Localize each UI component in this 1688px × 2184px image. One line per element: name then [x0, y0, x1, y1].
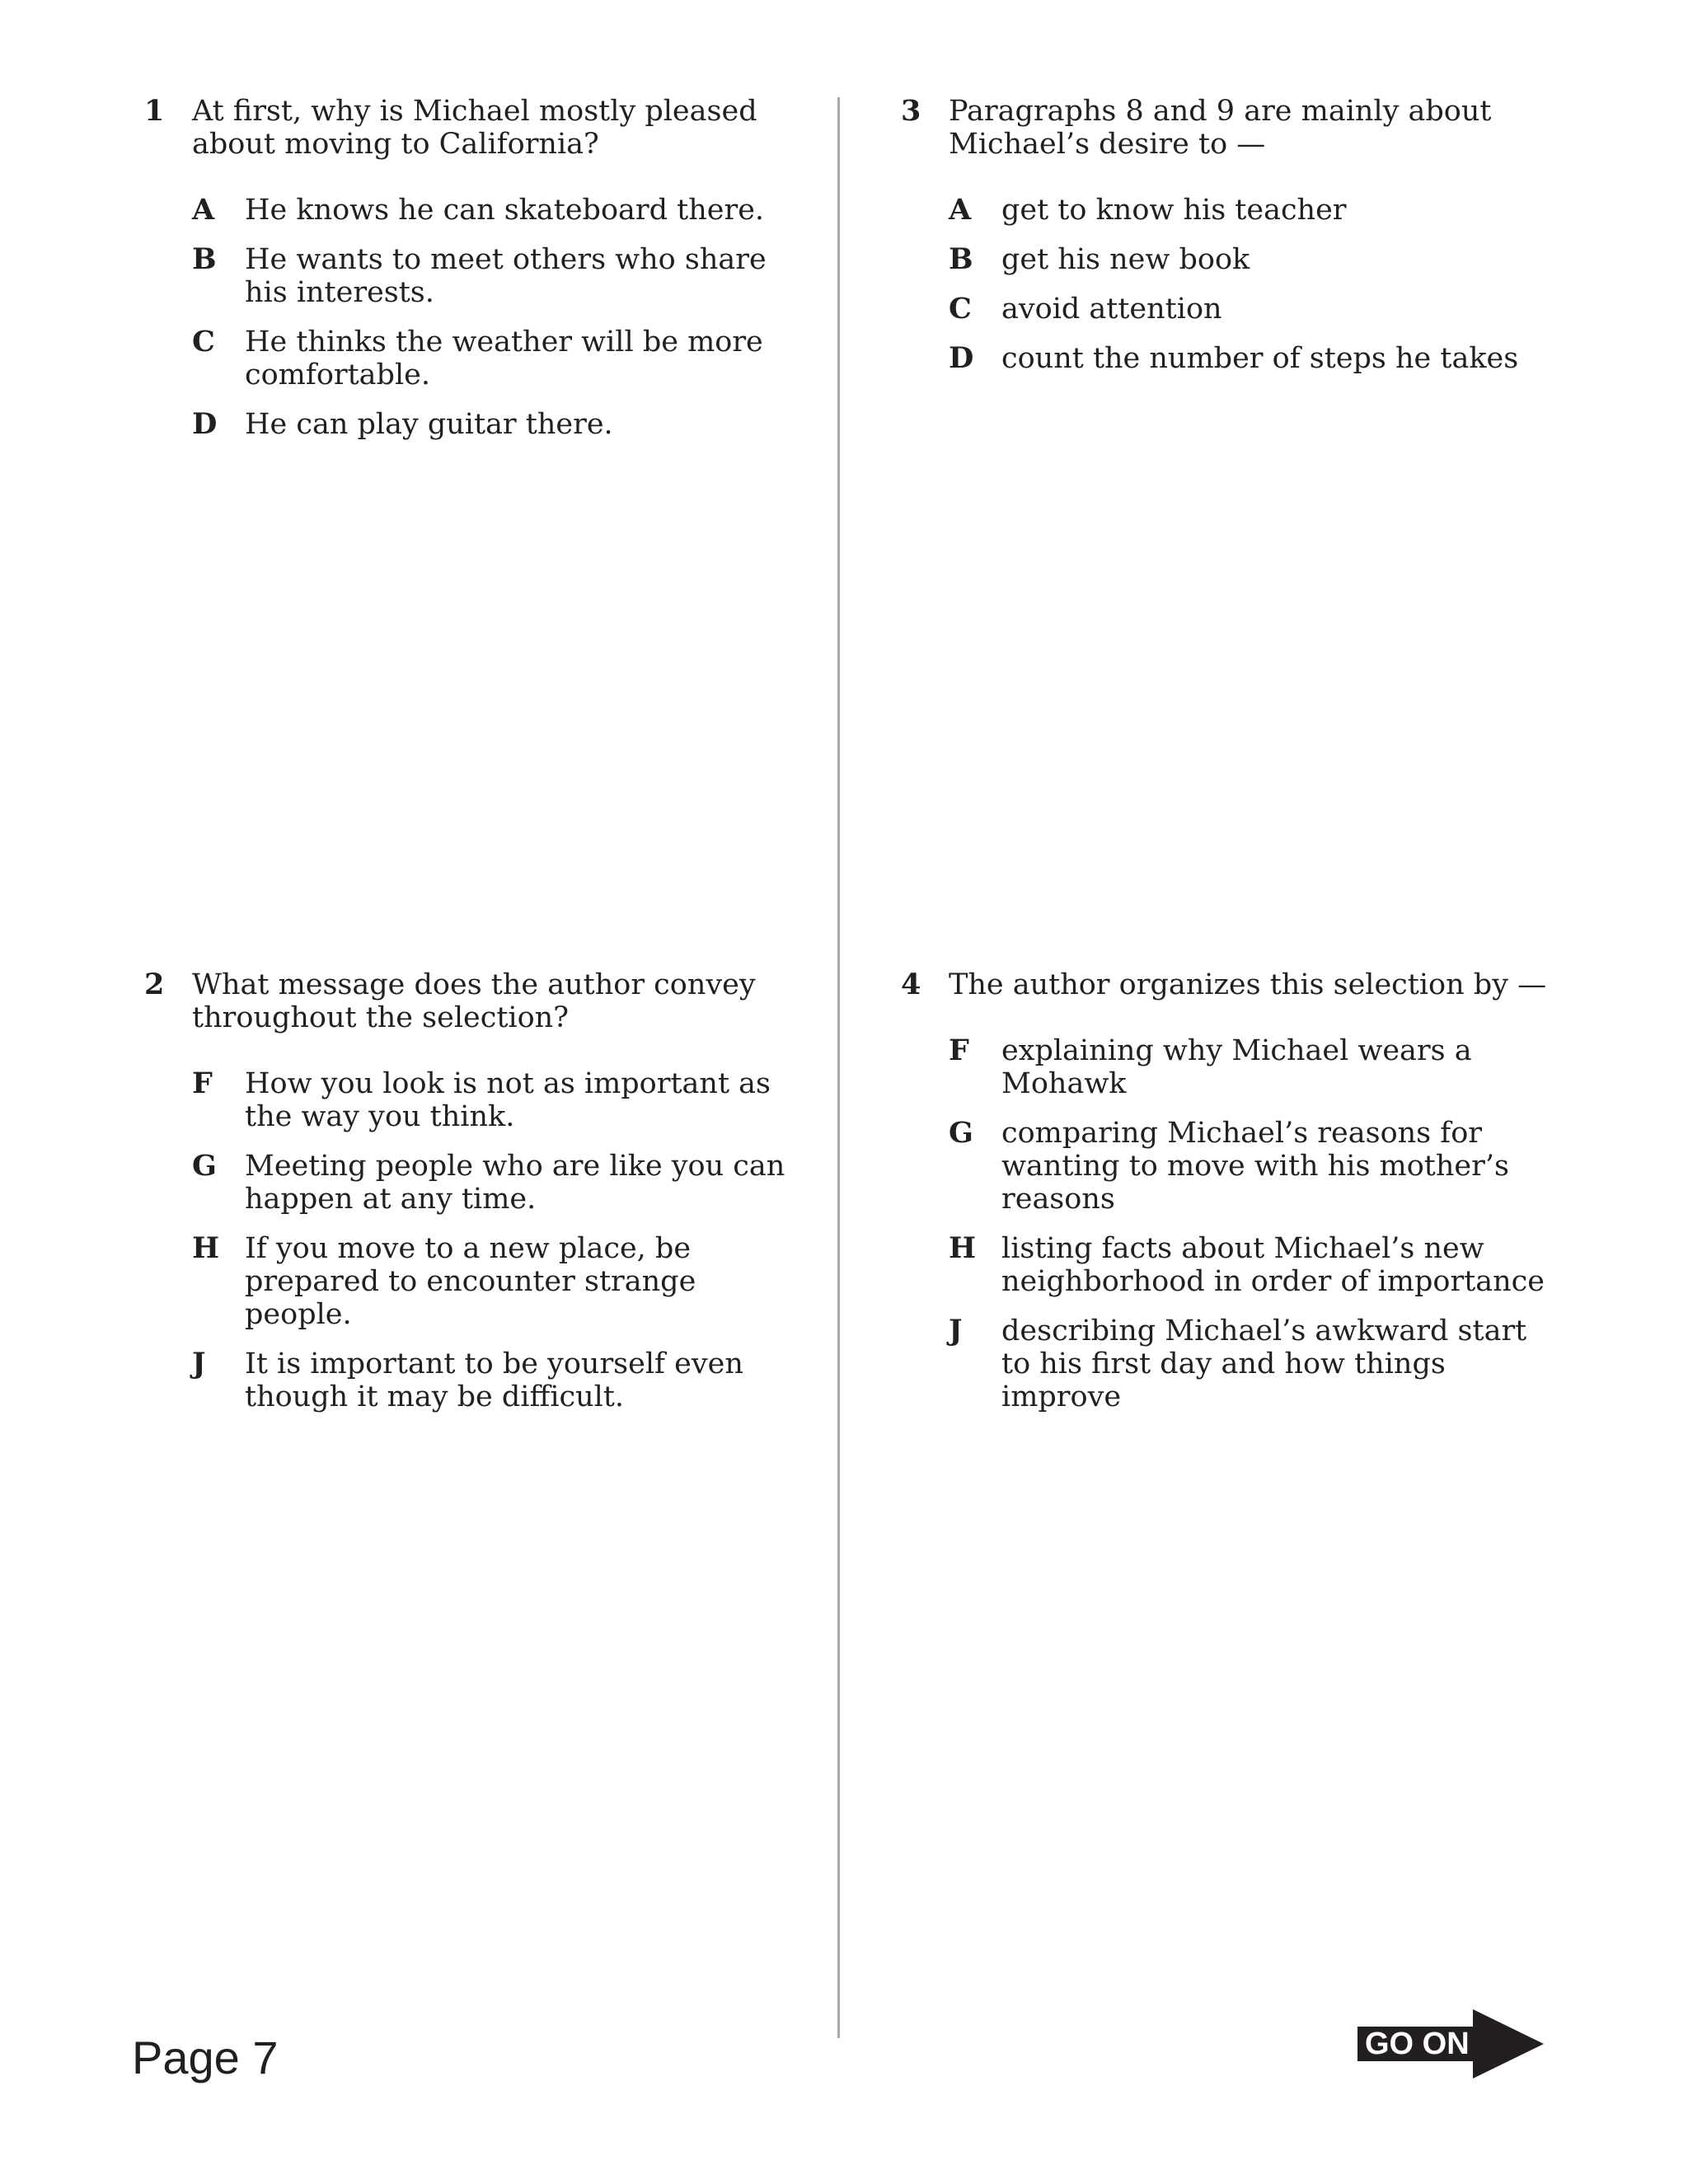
option-text: count the number of steps he takes — [1001, 342, 1519, 375]
answer-option-a[interactable] — [192, 194, 804, 227]
option-letter: B — [192, 242, 217, 276]
option-text: How you look is not as important as the way you think. — [245, 1067, 771, 1133]
option-text: He knows he can skateboard there. — [245, 194, 765, 227]
question-4-stem — [901, 968, 1560, 1001]
option-text: get to know his teacher — [1001, 194, 1347, 227]
option-letter: J — [192, 1347, 206, 1380]
answer-option-b[interactable] — [949, 243, 1560, 276]
option-text: If you move to a new place, be prepared to encounter strange people. — [245, 1232, 696, 1331]
answer-options — [949, 194, 1560, 375]
go-on-label: GO ON — [1365, 2027, 1470, 2061]
question-text: The author organizes this selection by — — [949, 968, 1547, 1001]
option-text: Meeting people who are like you can happen at any time. — [245, 1150, 785, 1216]
option-text: explaining why Michael wears a Mohawk — [1001, 1034, 1472, 1100]
option-letter: D — [192, 407, 218, 441]
go-on-indicator — [1357, 2009, 1544, 2079]
answer-option-a[interactable] — [949, 194, 1560, 227]
question-number: 2 — [144, 968, 165, 1001]
question-4 — [901, 968, 1560, 1430]
option-text: He wants to meet others who share his interests. — [245, 243, 767, 309]
option-letter: D — [949, 341, 974, 375]
question-text: Paragraphs 8 and 9 are mainly about Michael’s desire to — — [949, 95, 1492, 161]
answer-option-h[interactable] — [949, 1232, 1560, 1298]
option-letter: H — [949, 1231, 977, 1265]
option-text: get his new book — [1001, 243, 1250, 276]
answer-options — [949, 1034, 1560, 1413]
option-text: It is important to be yourself even though it may be difficult. — [245, 1347, 743, 1413]
option-letter: A — [192, 193, 215, 227]
answer-option-f[interactable] — [192, 1067, 804, 1133]
answer-option-g[interactable] — [192, 1150, 804, 1216]
option-text: describing Michael’s awkward start to his first day and how things improve — [1001, 1315, 1527, 1413]
answer-option-c[interactable] — [949, 293, 1560, 326]
option-letter: J — [949, 1314, 963, 1347]
option-letter: A — [949, 193, 972, 227]
answer-option-f[interactable] — [949, 1034, 1560, 1100]
answer-option-d[interactable] — [949, 342, 1560, 375]
question-1-stem — [144, 95, 804, 161]
answer-options — [192, 194, 804, 441]
question-2 — [144, 968, 804, 1430]
answer-option-d[interactable] — [192, 408, 804, 441]
option-letter: C — [192, 325, 215, 359]
option-letter: G — [192, 1149, 217, 1183]
option-text: avoid attention — [1001, 293, 1222, 326]
question-number: 3 — [901, 94, 921, 128]
option-text: He thinks the weather will be more comfortable. — [245, 326, 763, 391]
question-number: 4 — [901, 968, 921, 1001]
column-divider — [837, 97, 840, 2038]
question-2-stem — [144, 968, 804, 1034]
question-text: What message does the author convey throughout the selection? — [192, 968, 756, 1034]
question-text: At first, why is Michael mostly pleased about moving to California? — [192, 95, 757, 161]
answer-option-h[interactable] — [192, 1232, 804, 1331]
option-letter: G — [949, 1116, 973, 1150]
answer-option-b[interactable] — [192, 243, 804, 309]
question-number: 1 — [144, 94, 165, 128]
option-letter: H — [192, 1231, 220, 1265]
option-letter: C — [949, 292, 972, 326]
question-1 — [144, 95, 804, 457]
option-text: listing facts about Michael’s new neighborhood in order of importance — [1001, 1232, 1545, 1298]
option-text: He can play guitar there. — [245, 408, 613, 441]
page-number: Page 7 — [132, 2032, 279, 2083]
answer-option-g[interactable] — [949, 1117, 1560, 1216]
option-text: comparing Michael’s reasons for wanting to move with his mother’s reasons — [1001, 1117, 1509, 1216]
question-3-stem — [901, 95, 1560, 161]
option-letter: F — [949, 1033, 969, 1067]
answer-options — [192, 1067, 804, 1413]
answer-option-j[interactable] — [949, 1315, 1560, 1413]
option-letter: F — [192, 1066, 213, 1100]
question-3 — [901, 95, 1560, 391]
answer-option-j[interactable] — [192, 1347, 804, 1413]
answer-option-c[interactable] — [192, 326, 804, 391]
option-letter: B — [949, 242, 973, 276]
